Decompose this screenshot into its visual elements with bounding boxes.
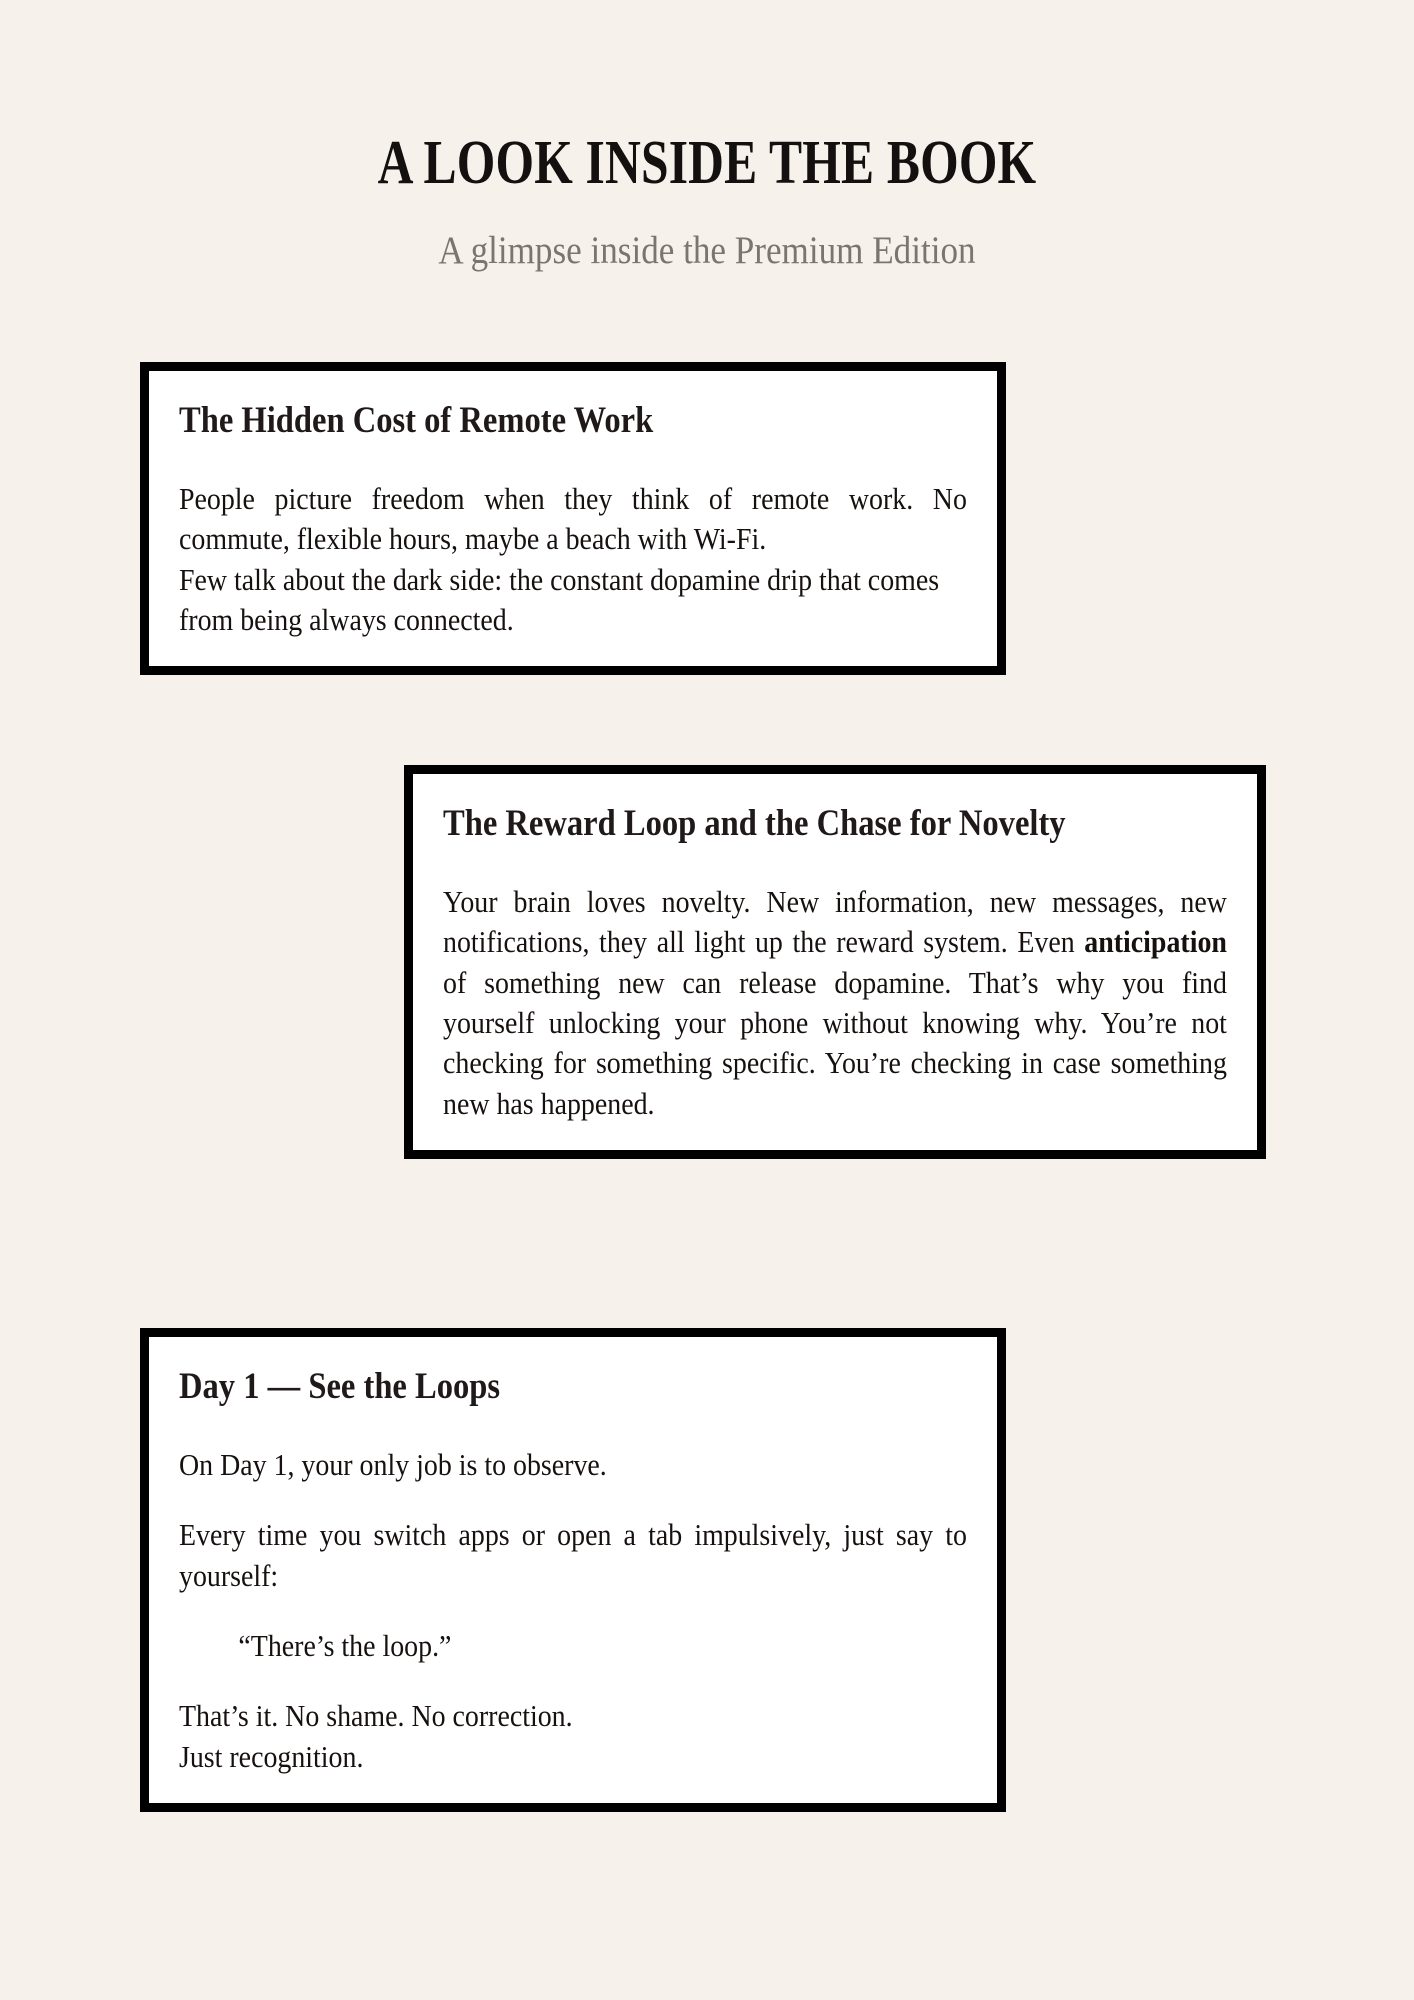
card-inner [149, 1337, 997, 1803]
card-paragraph: People picture freedom when they think of remote work. No commute, flexible hours, maybe a beach with Wi-Fi. [179, 481, 967, 557]
emphasis-anticipation: anticipation [1084, 924, 1227, 960]
card-heading: Day 1 — See the Loops [179, 1366, 501, 1407]
card-body [179, 479, 967, 640]
spacer [443, 848, 1227, 882]
card-paragraph: That’s it. No shame. No correction. [179, 1698, 573, 1734]
page-subtitle: A glimpse inside the Premium Edition [438, 229, 976, 272]
card-inner [413, 774, 1257, 1150]
card-heading: The Hidden Cost of Remote Work [179, 400, 654, 441]
card-paragraph: On Day 1, your only job is to observe. [179, 1447, 607, 1483]
card-paragraph: Every time you switch apps or open a tab impulsively, just say to yourself: [179, 1517, 967, 1593]
page-title: A LOOK INSIDE THE BOOK [377, 129, 1037, 197]
spacer [179, 1485, 967, 1515]
excerpt-card-reward-loop [404, 765, 1266, 1159]
paragraph-text-lead: Your brain loves novelty. New information, new messages, new notifications, they all light up the reward system. Even [443, 884, 1227, 960]
document-header [0, 0, 1414, 273]
spacer [179, 1596, 967, 1626]
card-paragraph: Few talk about the dark side: the constant dopamine drip that comes from being always connected. [179, 561, 940, 637]
excerpt-card-day-1 [140, 1328, 1006, 1812]
card-body [443, 882, 1227, 1124]
card-paragraph [443, 882, 1227, 1124]
card-inner [149, 371, 997, 666]
paragraph-text-tail: of something new can release dopamine. That’s why you find yourself unlocking your phone without knowing why. You’re not checking for something specific. You’re checking in case something new has happened. [443, 964, 1227, 1121]
card-body [179, 1445, 967, 1777]
card-paragraph: Just recognition. [179, 1738, 364, 1774]
excerpt-card-hidden-cost [140, 362, 1006, 675]
spacer [179, 1411, 967, 1445]
spacer [179, 445, 967, 479]
card-pull-quote: “There’s the loop.” [238, 1627, 452, 1663]
card-heading: The Reward Loop and the Chase for Novelty [443, 803, 1066, 844]
spacer [179, 1666, 967, 1696]
